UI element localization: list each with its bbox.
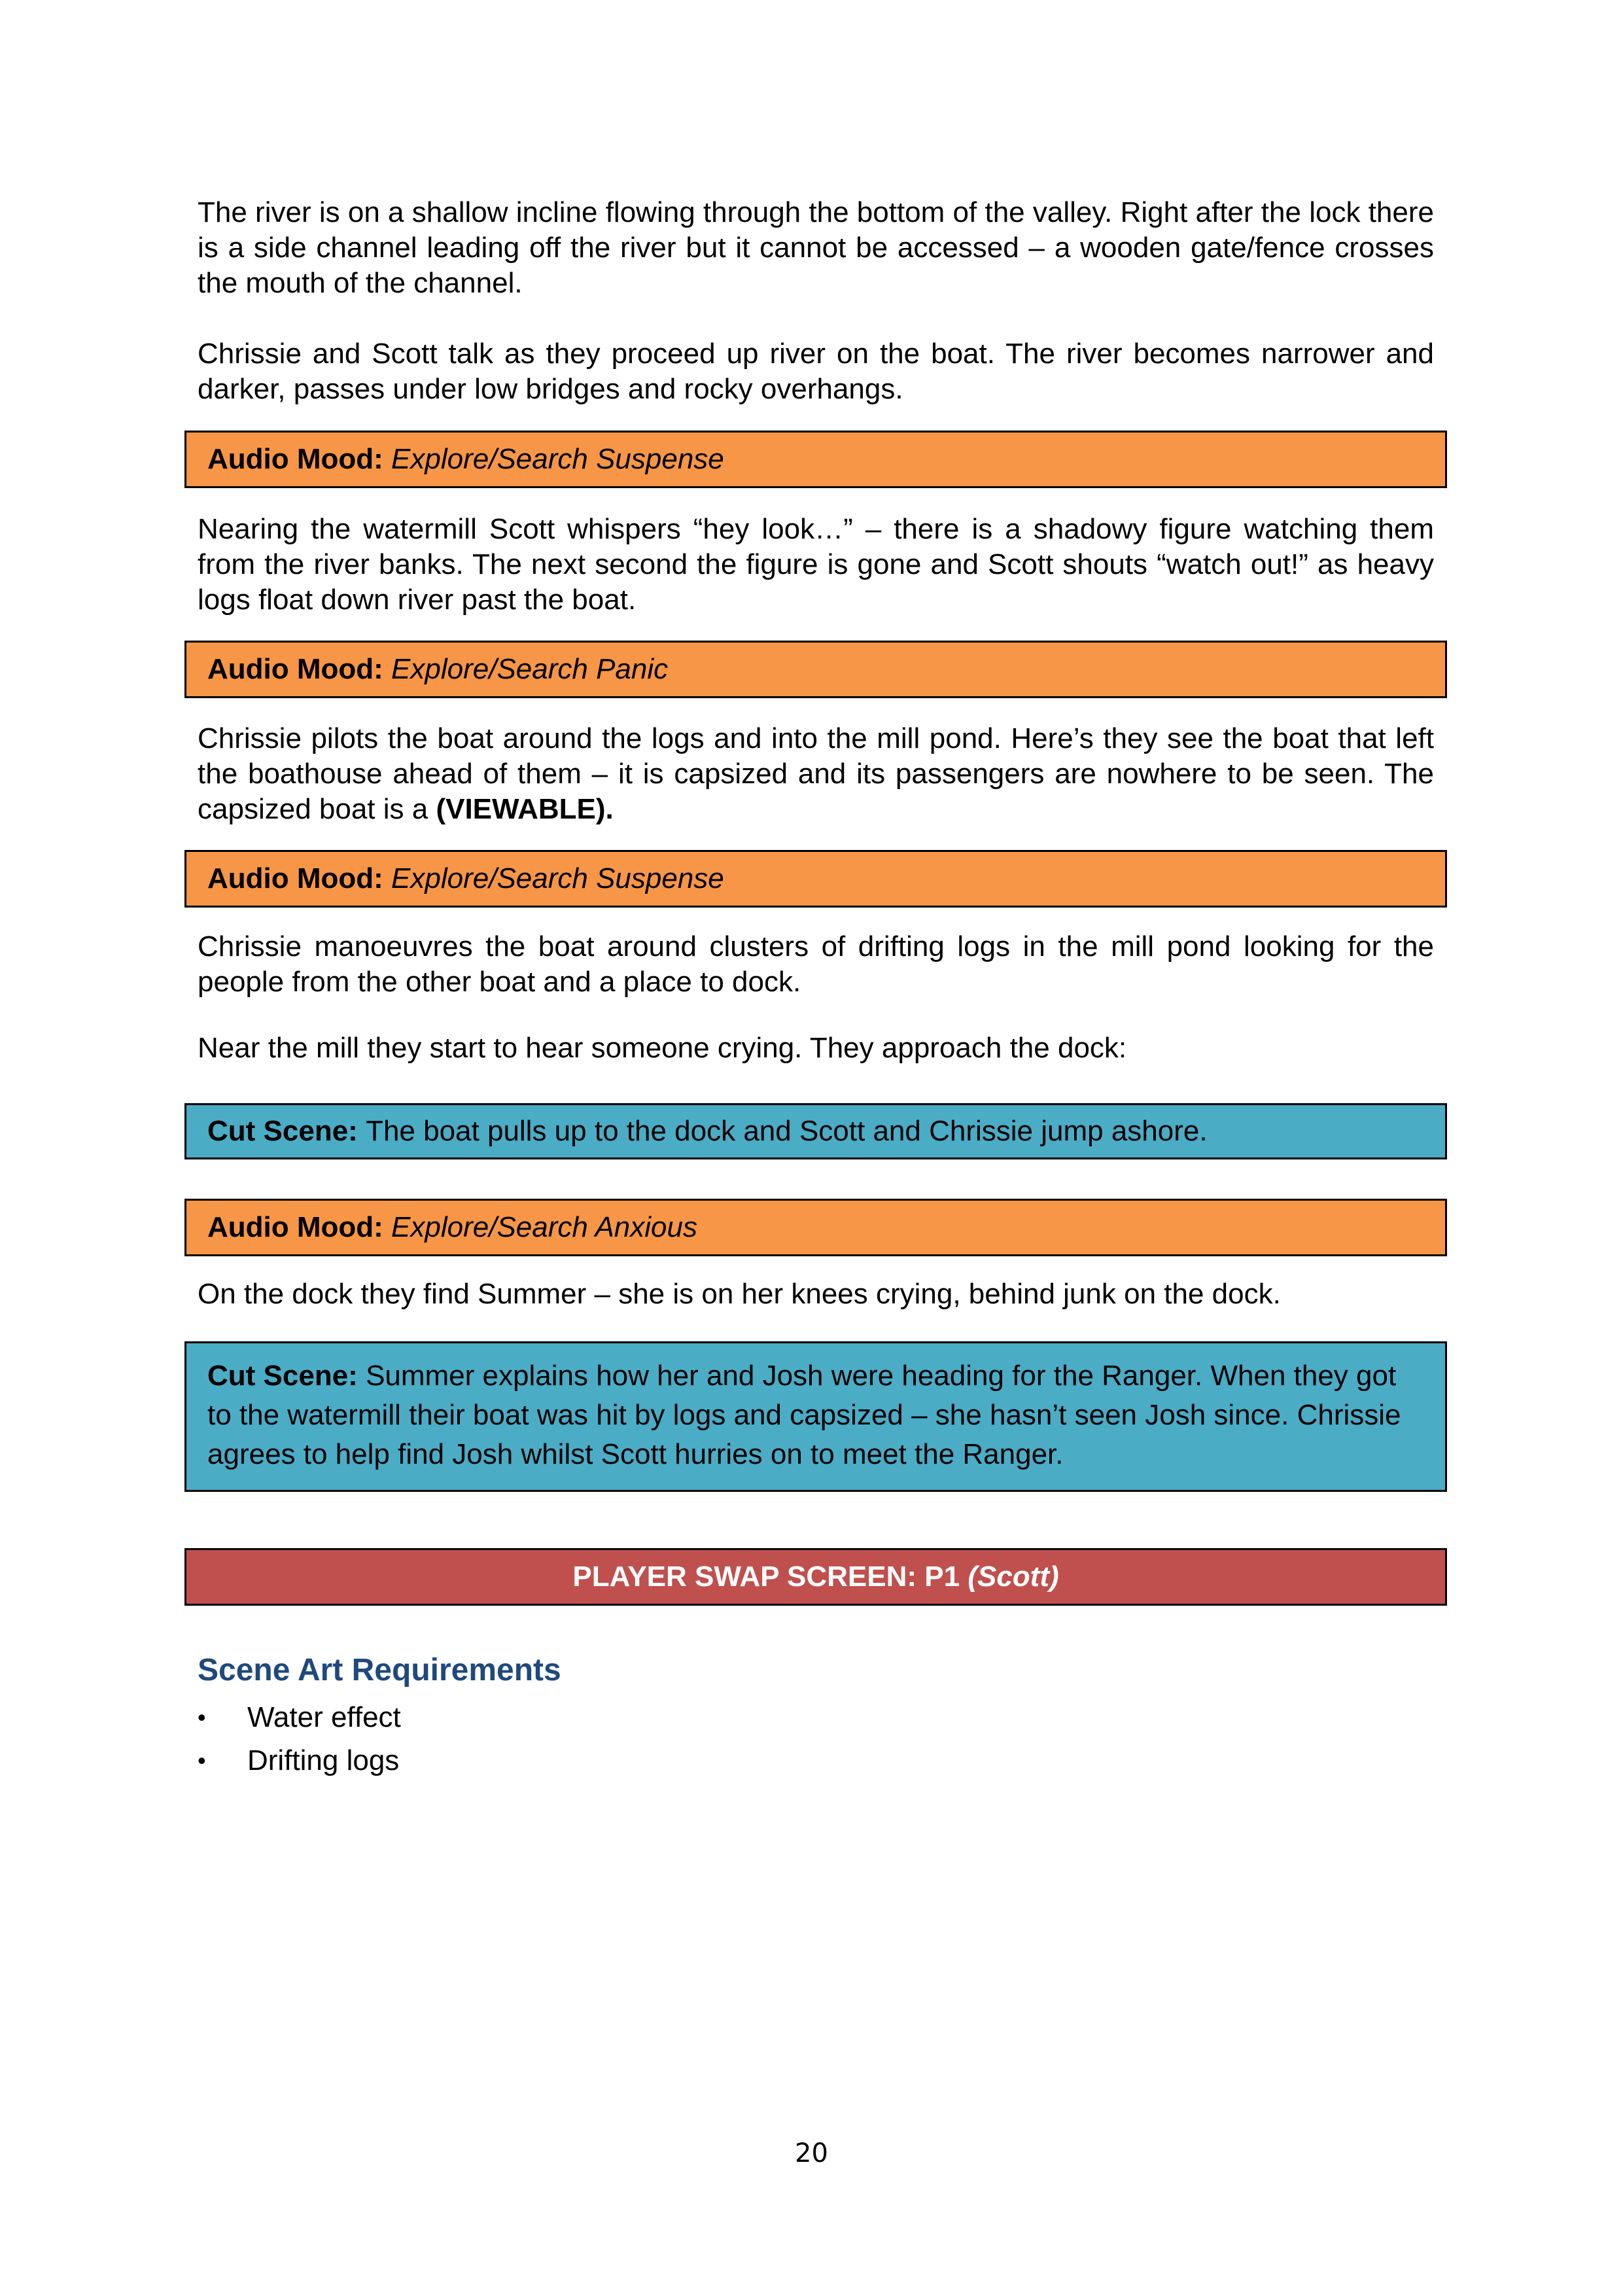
paragraph-river-incline: The river is on a shallow incline flowing through the bottom of the valley. Right after the lock there is a side channel leading off the river but it cannot be accessed – a wooden gate/fence crosses the mouth of the channel. [198,196,1434,299]
cut-scene-content [207,1356,1424,1474]
audio-mood-value: Explore/Search Suspense [391,443,724,475]
audio-mood-value: Explore/Search Suspense [391,862,724,894]
audio-mood-label: Audio Mood: [207,653,383,685]
player-swap-screen-box [184,1548,1447,1606]
list-item [198,1696,401,1739]
audio-mood-value: Explore/Search Panic [391,653,669,685]
audio-mood-label: Audio Mood: [207,443,383,475]
audio-mood-box [184,431,1447,488]
cut-scene-box [184,1341,1447,1492]
paragraph-talk-upriver: Chrissie and Scott talk as they proceed up river on the boat. The river becomes narrower and darker, passes under low bridges and rocky overhangs. [198,338,1434,405]
list-item [198,1739,401,1782]
bullet-icon: • [198,1747,206,1774]
paragraph-mill-pond: Chrissie manoeuvres the boat around clusters of drifting logs in the mill pond looking for the people from the other boat and a place to dock. [198,930,1434,998]
list-item-text: Drifting logs [247,1744,400,1776]
cut-scene-box [184,1103,1447,1159]
art-requirements-list [198,1696,401,1782]
audio-mood-box [184,641,1447,698]
audio-mood-label: Audio Mood: [207,1211,383,1243]
cut-scene-text: The boat pulls up to the dock and Scott and Chrissie jump ashore. [366,1115,1208,1147]
paragraph-capsized-text: Chrissie pilots the boat around the logs and into the mill pond. Here’s they see the boat that left the boathouse ahead of them – it is capsized and its passengers are nowhere to be seen. The capsized boat is a [198,722,1434,825]
player-swap-player: (Scott) [968,1561,1059,1593]
cut-scene-label: Cut Scene: [207,1360,358,1392]
audio-mood-label: Audio Mood: [207,862,383,894]
paragraph-find-summer: On the dock they find Summer – she is on her knees crying, behind junk on the dock. [198,1278,1281,1310]
audio-mood-value: Explore/Search Anxious [391,1211,697,1243]
page-number: 20 [795,2138,828,2168]
cut-scene-label: Cut Scene: [207,1115,358,1147]
paragraph-shadowy-figure: Nearing the watermill Scott whispers “hey look…” – there is a shadowy figure watching them from the river banks. The next second the figure is gone and Scott shouts “watch out!” as heavy logs float down river past the boat. [198,513,1434,616]
list-item-text: Water effect [247,1701,401,1733]
paragraph-capsized-boat [198,721,1434,827]
scene-art-heading: Scene Art Requirements [198,1653,561,1687]
audio-mood-box [184,850,1447,908]
paragraph-crying: Near the mill they start to hear someone crying. They approach the dock: [198,1032,1127,1064]
audio-mood-box [184,1199,1447,1256]
cut-scene-text: Summer explains how her and Josh were heading for the Ranger. When they got to the watermill their boat was hit by logs and capsized – she hasn’t seen Josh since. Chrissie agrees to help find Josh whilst Scott hurries on to meet the Ranger. [207,1360,1401,1470]
player-swap-label: PLAYER SWAP SCREEN: P1 [572,1561,960,1593]
bullet-icon: • [198,1704,206,1731]
viewable-emphasis: (VIEWABLE). [436,793,614,825]
